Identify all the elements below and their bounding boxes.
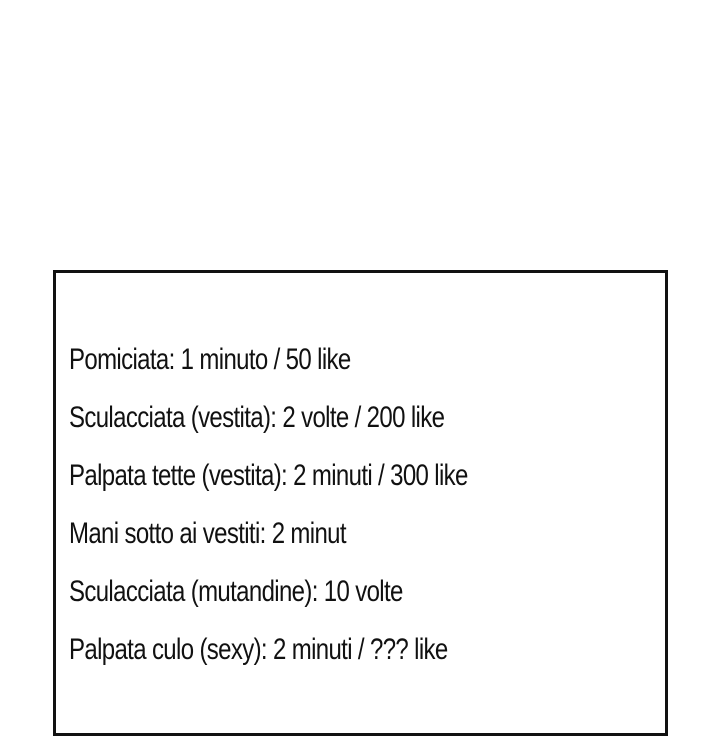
text-line-2: Sculacciata (vestita): 2 volte / 200 like	[69, 401, 445, 434]
text-line-1: Pomiciata: 1 minuto / 50 like	[69, 343, 351, 376]
text-lines	[69, 345, 567, 693]
text-line-5: Sculacciata (mutandine): 10 volte	[69, 575, 403, 608]
text-line-6: Palpata culo (sexy): 2 minuti / ??? like	[69, 633, 448, 666]
text-panel	[53, 270, 668, 736]
text-line-3: Palpata tette (vestita): 2 minuti / 300 like	[69, 459, 468, 492]
text-line-4: Mani sotto ai vestiti: 2 minut	[69, 517, 346, 550]
